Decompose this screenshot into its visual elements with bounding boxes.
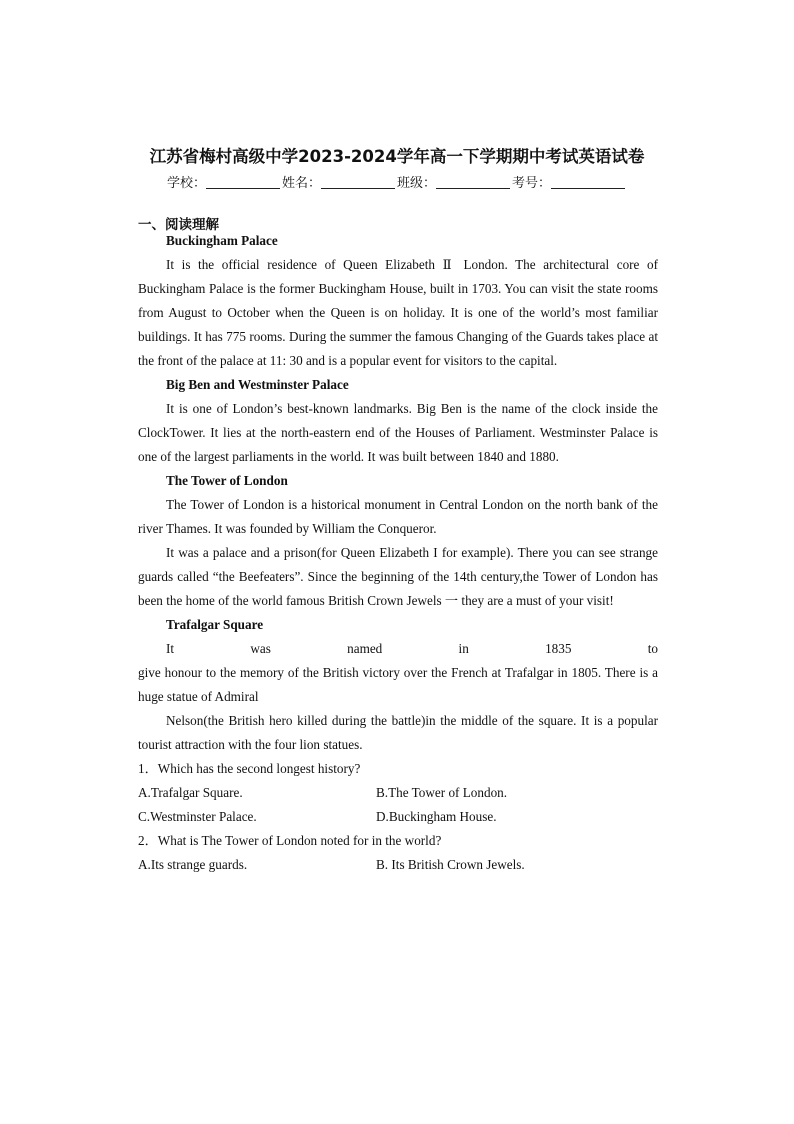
passage-heading: The Tower of London [166, 473, 288, 488]
passage-heading: Trafalgar Square [166, 617, 264, 632]
option-row [138, 853, 658, 877]
passage-paragraph: give honour to the memory of the British victory over the French at Trafalgar in 1805. There is a huge statue of Admiral [138, 665, 658, 704]
option-a: A.Its strange guards. [138, 857, 248, 872]
option-b: B. Its British Crown Jewels. [376, 857, 525, 872]
option-row [138, 805, 658, 829]
name-blank [321, 175, 395, 189]
reading-passage [138, 229, 658, 877]
name-label: 姓名： [281, 176, 321, 191]
passage-paragraph: Nelson(the British hero killed during the battle)in the middle of the square. It is a popular tourist attraction with the four lion statues. [138, 713, 658, 752]
passage-heading: Buckingham Palace [166, 233, 278, 248]
option-b: B.The Tower of London. [376, 785, 508, 800]
passage-paragraph: The Tower of London is a historical monument in Central London on the north bank of the river Thames. It was founded by William the Conqueror. [138, 497, 658, 536]
option-c: C.Westminster Palace. [138, 809, 257, 824]
student-info-line [0, 172, 794, 191]
school-label: 学校： [166, 176, 206, 191]
option-a: A.Trafalgar Square. [138, 785, 243, 800]
passage-heading: Big Ben and Westminster Palace [166, 377, 349, 392]
exam-number-blank [551, 175, 625, 189]
exam-number-label: 考号： [512, 176, 552, 191]
question-stem: 1．Which has the second longest history? [138, 761, 361, 776]
option-d: D.Buckingham House. [376, 809, 497, 824]
passage-paragraph: It was a palace and a prison(for Queen Elizabeth I for example). There you can see strange guards called “the Beefeaters”. Since the beginning of the 14th century,the Tower of London has been the home of the world famous British Crown Jewels 一 they are a must of your visit! [138, 545, 658, 608]
school-blank [206, 175, 280, 189]
passage-paragraph-start: It was named in 1835 to [166, 641, 658, 656]
passage-paragraph: It is the official residence of Queen Elizabeth Ⅱ London. The architectural core of Buckingham Palace is the former Buckingham House, built in 1703. You can visit the state rooms from August to October when the Queen is on holiday. It is one of the world’s most familiar buildings. It has 775 rooms. During the summer the famous Changing of the Guards takes place at the front of the palace at 11: 30 and is a popular event for visitors to the capital. [138, 257, 658, 368]
question-stem: 2．What is The Tower of London noted for in the world? [138, 833, 442, 848]
option-row [138, 781, 658, 805]
passage-paragraph: It is one of London’s best-known landmarks. Big Ben is the name of the clock inside the ClockTower. It lies at the north-eastern end of the Houses of Parliament. Westminster Palace is one of the largest parliaments in the world. It was built between 1840 and 1880. [138, 401, 658, 464]
class-label: 班级： [397, 176, 437, 191]
exam-title: 江苏省梅村高级中学2023-2024学年高一下学期期中考试英语试卷 [149, 147, 645, 166]
class-blank [436, 175, 510, 189]
section-title: 一、阅读理解 [138, 217, 219, 233]
